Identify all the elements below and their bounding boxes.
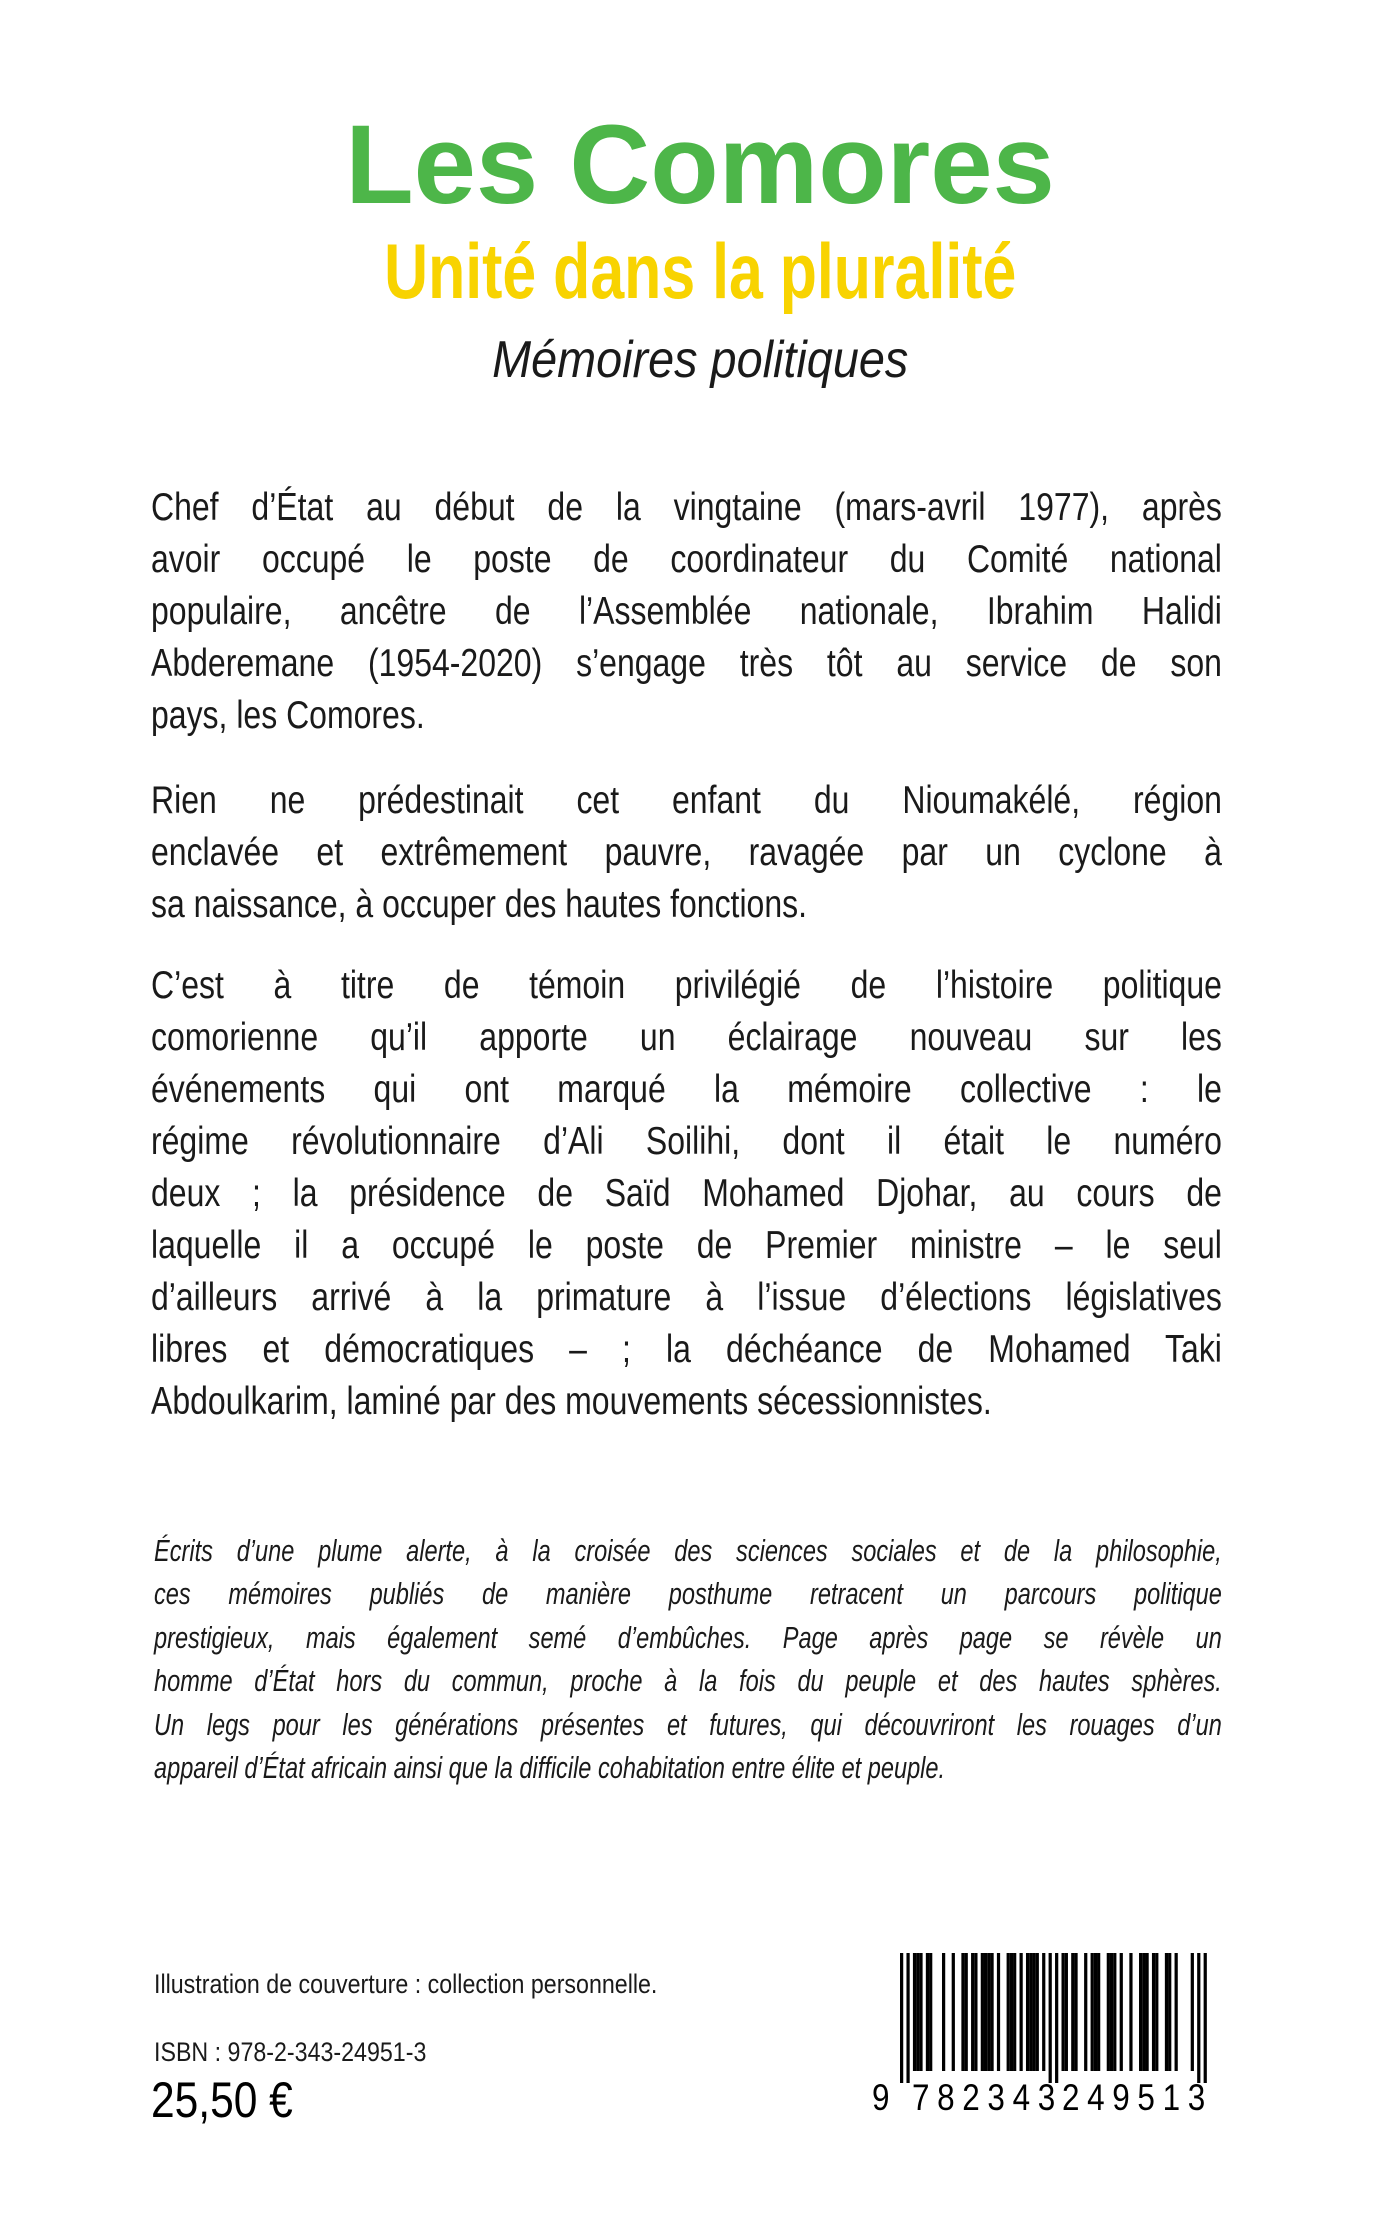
barcode-bar — [913, 1953, 916, 2071]
barcode-bar — [1145, 1953, 1148, 2071]
book-title: Les Comores — [345, 102, 1055, 227]
barcode-bar — [997, 1953, 1000, 2071]
barcode-bar — [1142, 1953, 1145, 2071]
barcode-bar — [1165, 1953, 1168, 2071]
text-line: Abderemane (1954-2020) s’engage très tôt au service de son — [151, 642, 1222, 685]
barcode-bar — [1175, 1953, 1178, 2071]
barcode-bar — [929, 1953, 932, 2071]
text-line: avoir occupé le poste de coordinateur du Comité national — [151, 538, 1222, 581]
text-line: laquelle il a occupé le poste de Premier ministre – le seul — [151, 1224, 1222, 1267]
text-line: Chef d’État au début de la vingtaine (mars-avril 1977), après — [151, 486, 1222, 529]
barcode-bar — [1074, 1953, 1077, 2071]
barcode-bar — [919, 1953, 922, 2071]
barcode-bar — [1129, 1953, 1132, 2071]
text-line: prestigieux, mais également semé d’embûches. Page après page se révèle un — [154, 1619, 1222, 1655]
summary-paragraph-2 — [151, 775, 1400, 931]
text-line: pays, les Comores. — [151, 694, 425, 737]
summary-paragraph-3 — [151, 960, 1400, 1428]
barcode-bar — [1029, 1953, 1032, 2071]
barcode-bar — [1049, 1953, 1052, 2083]
text-line: comorienne qu’il apporte un éclairage nouveau sur les — [151, 1016, 1222, 1059]
barcode-bar — [1155, 1953, 1158, 2071]
barcode-bar — [1168, 1953, 1171, 2071]
book-genre: Mémoires politiques — [491, 331, 909, 389]
barcode-bar — [1071, 1953, 1074, 2071]
text-line: sa naissance, à occuper des hautes fonctions. — [151, 883, 807, 926]
text-line: homme d’État hors du commun, proche à la fois du peuple et des hautes sphères. — [154, 1663, 1222, 1699]
barcode-bar — [971, 1953, 974, 2071]
barcode-bar — [1094, 1953, 1097, 2071]
barcode-bar — [1013, 1953, 1016, 2071]
barcode-bar — [1010, 1953, 1013, 2071]
barcode-bar — [942, 1953, 945, 2071]
barcode-bar — [990, 1953, 993, 2071]
barcode-bar — [987, 1953, 990, 2071]
barcode-bar — [1152, 1953, 1155, 2071]
barcode-bar — [1062, 1953, 1065, 2071]
barcode-digit-first: 9 — [872, 2077, 898, 2118]
barcode-bar — [1197, 1953, 1200, 2083]
barcode-bar — [1097, 1953, 1100, 2071]
barcode-bar — [965, 1953, 968, 2071]
text-line: populaire, ancêtre de l’Assemblée nationale, Ibrahim Halidi — [151, 590, 1222, 633]
barcode-bar — [1042, 1953, 1045, 2071]
barcode-bar — [1084, 1953, 1087, 2071]
barcode-bar — [1055, 1953, 1058, 2083]
text-line: C’est à titre de témoin privilégié de l’histoire politique — [151, 964, 1222, 1007]
book-subtitle: Unité dans la pluralité — [383, 227, 1017, 315]
barcode-bar — [981, 1953, 984, 2071]
isbn-barcode — [870, 1945, 1210, 2085]
barcode-bar — [1020, 1953, 1023, 2071]
barcode-digits-left: 782343 — [912, 2077, 1063, 2118]
barcode-bar — [974, 1953, 977, 2071]
barcode-bar — [1026, 1953, 1029, 2071]
barcode-bar — [916, 1953, 919, 2071]
text-line: événements qui ont marqué la mémoire collective : le — [151, 1068, 1222, 1111]
barcode-bar — [1007, 1953, 1010, 2071]
text-line: libres et démocratiques – ; la déchéance de Mohamed Taki — [151, 1328, 1222, 1371]
barcode-bar — [1065, 1953, 1068, 2071]
text-line: deux ; la présidence de Saïd Mohamed Djohar, au cours de — [151, 1172, 1222, 1215]
barcode-bar — [984, 1953, 987, 2071]
text-line: appareil d’État africain ainsi que la difficile cohabitation entre élite et peuple. — [154, 1749, 946, 1785]
barcode-bar — [1032, 1953, 1035, 2071]
text-line: ces mémoires publiés de manière posthume retracent un parcours politique — [154, 1576, 1222, 1612]
barcode-bar — [906, 1953, 909, 2083]
barcode-bar — [1191, 1953, 1194, 2071]
barcode-bar — [1036, 1953, 1039, 2071]
barcode-bar — [1091, 1953, 1094, 2071]
text-line: Écrits d’une plume alerte, à la croisée des sciences sociales et de la philosophie, — [154, 1533, 1222, 1568]
barcode-bar — [900, 1953, 903, 2083]
price: 25,50 € — [151, 2072, 293, 2128]
text-line: Un legs pour les générations présentes et futures, qui découvriront les rouages d’un — [154, 1706, 1222, 1742]
barcode-bar — [1107, 1953, 1110, 2071]
barcode-bar — [952, 1953, 955, 2071]
text-line: Rien ne prédestinait cet enfant du Nioumakélé, région — [151, 779, 1222, 822]
barcode-bar — [1204, 1953, 1207, 2083]
cover-credit: Illustration de couverture : collection personnelle. — [154, 1969, 658, 1999]
text-line: Abdoulkarim, laminé par des mouvements sécessionnistes. — [151, 1380, 992, 1423]
barcode-bar — [1113, 1953, 1116, 2071]
barcode-bar — [926, 1953, 929, 2071]
text-line: d’ailleurs arrivé à la primature à l’issue d’élections législatives — [151, 1276, 1222, 1319]
text-line: régime révolutionnaire d’Ali Soilihi, dont il était le numéro — [151, 1120, 1222, 1163]
barcode-digits-right: 249513 — [1062, 2077, 1213, 2118]
barcode-bar — [1110, 1953, 1113, 2071]
isbn-text: ISBN : 978-2-343-24951-3 — [154, 2037, 427, 2067]
barcode-bar — [1139, 1953, 1142, 2071]
summary-paragraph-1 — [151, 482, 1400, 742]
barcode-bar — [1120, 1953, 1123, 2071]
text-line: enclavée et extrêmement pauvre, ravagée par un cyclone à — [151, 831, 1222, 874]
barcode-bar — [961, 1953, 964, 2071]
blurb-paragraph — [154, 1529, 1400, 1789]
